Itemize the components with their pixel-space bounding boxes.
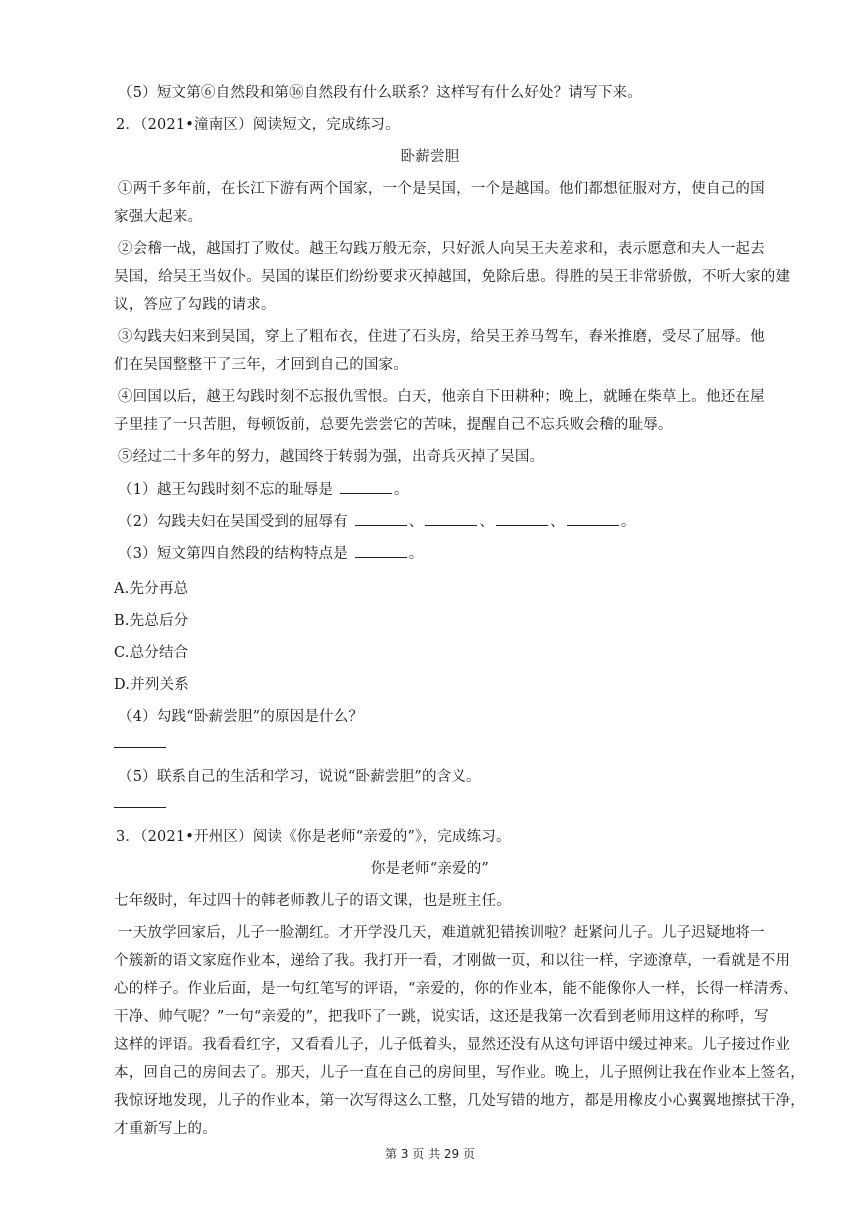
option-c[interactable]: C.总分结合: [114, 645, 189, 661]
answer-blank[interactable]: [496, 511, 548, 526]
separator: 、: [479, 514, 495, 530]
passage-2-para-3-cont: 们在吴国整整干了三年，才回到自己的国家。: [114, 357, 408, 373]
passage-2-para-5: ⑤经过二十多年的努力，越国终于转弱为强，出奇兵灭掉了吴国。: [118, 449, 545, 465]
option-d[interactable]: D.并列关系: [114, 677, 189, 693]
passage-3-para-2-cont-2: 心的样子。作业后面，是一句红笔写的评语，“亲爱的，你的作业本，能不能像你人一样，长得一样清秀、: [114, 981, 798, 997]
answer-blank[interactable]: [425, 511, 477, 526]
option-b[interactable]: B.先总后分: [114, 613, 189, 629]
passage-2-para-2: ②会稽一战，越国打了败仗。越王勾践万般无奈，只好派人向吴王夫差求和，表示愿意和夫人一起去: [118, 241, 765, 257]
passage-3-para-2: 一天放学回家后，儿子一脸潮红。才开学没几天，难道就犯错挨训啦？赶紧问儿子。儿子迟疑地将一: [118, 925, 765, 941]
passage-2-title: 卧薪尝胆: [400, 149, 460, 165]
question-2-4: （4）勾践“卧薪尝胆”的原因是什么？: [118, 709, 364, 725]
passage-2-para-4: ④回国以后，越王勾践时刻不忘报仇雪恨。白天，他亲自下田耕种；晚上，就睡在柴草上。他还在屋: [118, 389, 765, 405]
passage-2-para-1: ①两千多年前，在长江下游有两个国家，一个是吴国，一个是越国。他们都想征服对方，使自己的国: [118, 181, 765, 197]
passage-3-para-2-cont-7: 才重新写上的。: [114, 1121, 217, 1137]
question-2-3: [118, 543, 758, 564]
passage-3-para-1: 七年级时，年过四十的韩老师教儿子的语文课，也是班主任。: [114, 893, 511, 909]
question-2-heading: 2．（2021•潼南区）阅读短文，完成练习。: [116, 117, 400, 133]
passage-3-title: 你是老师“亲爱的”: [370, 861, 490, 877]
passage-3-para-2-cont-5: 本，回自己的房间去了。那天，儿子一直在自己的房间里，写作业。晚上，儿子照例让我在作业本上签名，: [114, 1065, 805, 1081]
answer-blank[interactable]: [567, 511, 619, 526]
passage-3-para-2-cont-3: 干净、帅气呢？”一句“亲爱的”，把我吓了一跳，说实话，这还是我第一次看到老师用这样的称呼，写: [114, 1009, 769, 1025]
passage-2-para-3: ③勾践夫妇来到吴国，穿上了粗布衣，住进了石头房，给吴王养马驾车，舂米推磨，受尽了屈辱。他: [118, 329, 765, 345]
question-2-1-text: （1）越王勾践时刻不忘的耻辱是: [118, 482, 334, 498]
answer-line[interactable]: [114, 746, 166, 748]
question-3-heading: 3．（2021•开州区）阅读《你是老师“亲爱的”》，完成练习。: [116, 829, 511, 845]
page-number: 第 3 页 共 29 页: [385, 1147, 475, 1161]
period: 。: [408, 546, 424, 562]
passage-2-para-4-cont: 子里挂了一只苦胆，每顿饭前，总要先尝尝它的苦味，提醒自己不忘兵败会稽的耻辱。: [114, 417, 673, 433]
period: 。: [394, 482, 409, 498]
passage-2-para-2-cont-1: 吴国，给吴王当奴仆。吴国的谋臣们纷纷要求灭掉越国，免除后患。得胜的吴王非常骄傲，不听大家的建: [114, 269, 791, 285]
period: 。: [620, 514, 636, 530]
question-2-2-text: （2）勾践夫妇在吴国受到的屈辱有: [118, 514, 348, 530]
answer-blank[interactable]: [340, 479, 392, 494]
answer-line[interactable]: [114, 806, 166, 808]
question-1-5: （5）短文第⑥自然段和第⑯自然段有什么联系？这样写有什么好处？请写下来。: [118, 85, 642, 101]
separator: 、: [550, 514, 565, 530]
passage-2-para-2-cont-2: 议，答应了勾践的请求。: [114, 297, 276, 313]
answer-blank[interactable]: [355, 511, 407, 526]
question-2-2: [118, 511, 758, 532]
passage-3-para-2-cont-6: 我惊讶地发现，儿子的作业本，第一次写得这么工整，几处写错的地方，都是用橡皮小心翼翼地擦拭干净，: [114, 1093, 805, 1109]
question-2-5: （5）联系自己的生活和学习，说说“卧薪尝胆”的含义。: [118, 769, 481, 785]
question-2-1: [118, 479, 758, 500]
passage-2-para-1-cont: 家强大起来。: [114, 209, 203, 225]
answer-blank[interactable]: [355, 543, 407, 558]
question-2-3-text: （3）短文第四自然段的结构特点是: [118, 546, 348, 562]
separator: 、: [408, 514, 424, 530]
passage-3-para-2-cont-4: 这样的评语。我看看红字，又看看儿子，儿子低着头，显然还没有从这句评语中缓过神来。儿子接过作业: [114, 1037, 791, 1053]
passage-3-para-2-cont-1: 个簇新的语文家庭作业本，递给了我。我打开一看，才刚做一页，和以往一样，字迹潦草，一看就是不用: [114, 953, 791, 969]
option-a[interactable]: A.先分再总: [114, 581, 189, 597]
